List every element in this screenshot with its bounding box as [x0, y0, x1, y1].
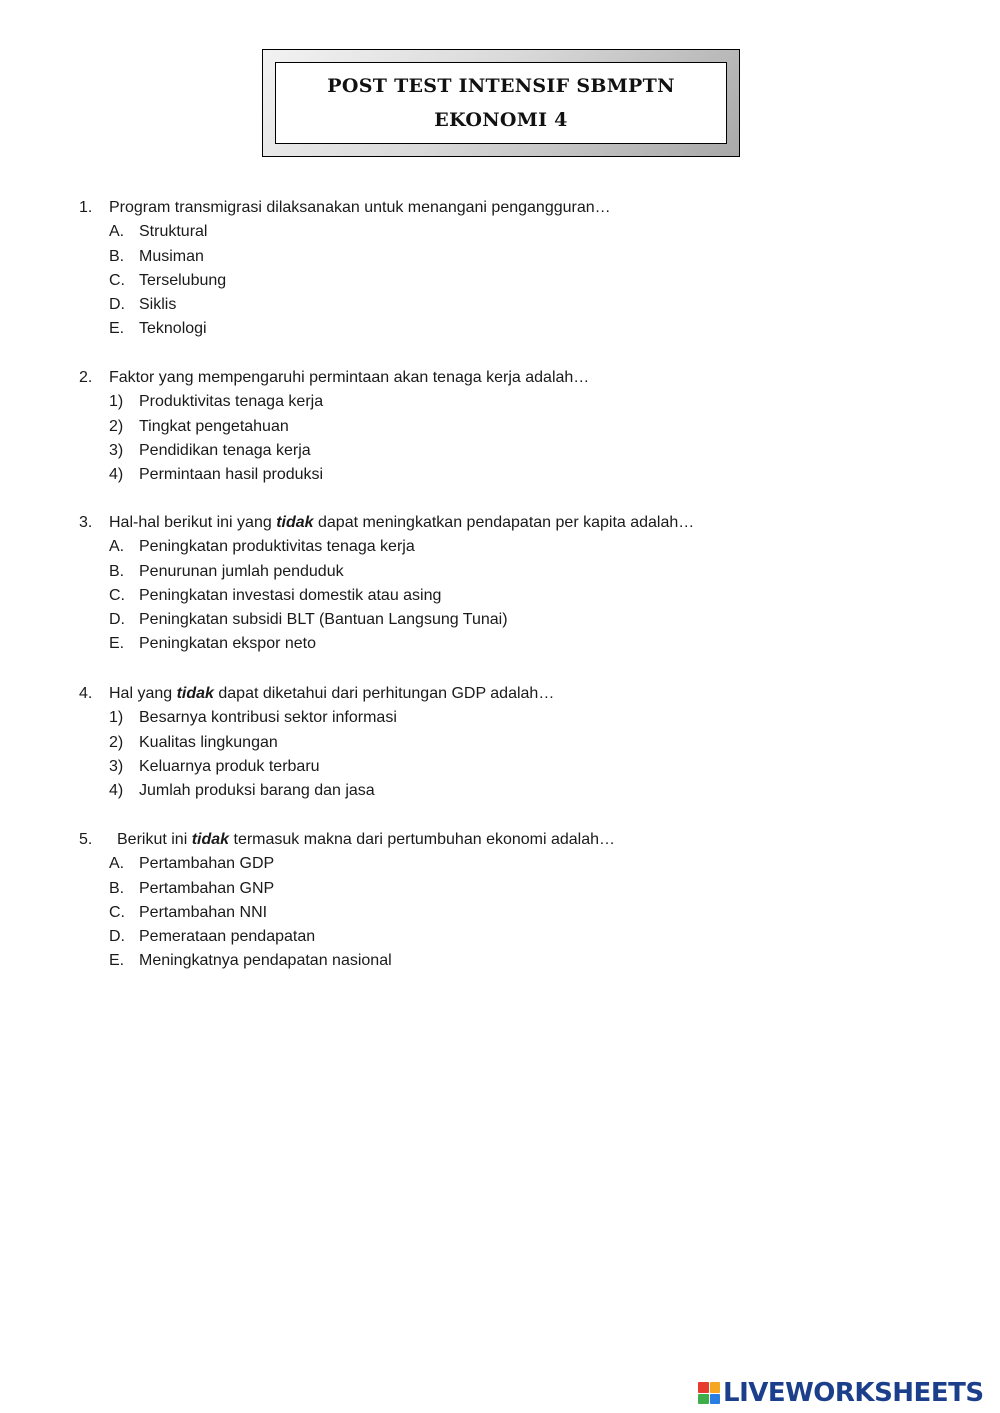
option-text: Peningkatan produktivitas tenaga kerja [139, 538, 415, 556]
option[interactable] [79, 632, 959, 656]
option-text: Pemerataan pendapatan [139, 928, 316, 946]
option[interactable] [79, 901, 959, 925]
option-label: B. [109, 247, 125, 265]
option-label: B. [109, 879, 125, 897]
logo-square-blue [710, 1394, 721, 1405]
liveworksheets-logo-icon [698, 1382, 720, 1404]
option[interactable] [79, 925, 959, 949]
option[interactable] [79, 390, 959, 414]
option-label: 4) [109, 782, 124, 800]
question-stem [79, 196, 959, 220]
option-label: 2) [109, 417, 124, 435]
question-stem [79, 511, 959, 535]
option-text: Musiman [139, 247, 204, 265]
option-label: C. [109, 271, 125, 289]
option-text: Peningkatan ekspor neto [139, 635, 317, 653]
option[interactable] [79, 439, 959, 463]
question-4 [79, 682, 959, 803]
option[interactable] [79, 608, 959, 632]
emphasis-word: tidak [191, 831, 230, 848]
option[interactable] [79, 293, 959, 317]
option-text: Besarnya kontribusi sektor informasi [139, 709, 397, 727]
question-1 [79, 196, 959, 342]
question-text: Hal-hal berikut ini yang tidak dapat meningkatkan pendapatan per kapita adalah… [109, 514, 695, 531]
question-3 [79, 511, 959, 657]
option-label: 3) [109, 441, 124, 459]
option-label: A. [109, 538, 125, 556]
question-5 [79, 828, 959, 974]
option-label: 1) [109, 393, 124, 411]
option-text: Peningkatan subsidi BLT (Bantuan Langsung Tunai) [139, 611, 508, 629]
option-label: E. [109, 952, 125, 970]
title-inner-box [275, 62, 727, 144]
option-label: A. [109, 855, 125, 873]
logo-square-green [698, 1394, 709, 1405]
emphasis-word: tidak [276, 514, 314, 531]
question-number: 1. [79, 199, 93, 216]
option-text: Pendidikan tenaga kerja [139, 441, 311, 459]
option-label: A. [109, 223, 125, 241]
option-text: Kualitas lingkungan [139, 733, 278, 751]
option[interactable] [79, 269, 959, 293]
option[interactable] [79, 317, 959, 341]
option[interactable] [79, 560, 959, 584]
option[interactable] [79, 584, 959, 608]
watermark-text: LIVEWORKSHEETS [723, 1378, 984, 1408]
option-label: 3) [109, 757, 124, 775]
question-text: Hal yang tidak dapat diketahui dari perhitungan GDP adalah… [109, 685, 555, 702]
question-text: Faktor yang mempengaruhi permintaan akan tenaga kerja adalah… [109, 369, 590, 386]
option-label: B. [109, 562, 125, 580]
option-text: Jumlah produksi barang dan jasa [139, 782, 375, 800]
question-number: 4. [79, 685, 93, 702]
option-text: Tingkat pengetahuan [139, 417, 289, 435]
title-box [262, 49, 740, 157]
option-text: Pertambahan GDP [139, 855, 275, 873]
option-label: C. [109, 903, 125, 921]
option-label: D. [109, 928, 125, 946]
option[interactable] [79, 877, 959, 901]
option-text: Teknologi [139, 320, 207, 338]
subject-title: EKONOMI 4 [434, 109, 568, 131]
question-number: 2. [79, 369, 93, 386]
option-label: 1) [109, 709, 124, 727]
option-label: 4) [109, 466, 124, 484]
option[interactable] [79, 779, 959, 803]
option-text: Penurunan jumlah penduduk [139, 562, 344, 580]
option[interactable] [79, 245, 959, 269]
option[interactable] [79, 755, 959, 779]
option-text: Peningkatan investasi domestik atau asing [139, 586, 442, 604]
option-text: Produktivitas tenaga kerja [139, 393, 324, 411]
option-text: Pertambahan GNP [139, 879, 275, 897]
logo-square-red [698, 1382, 709, 1393]
question-stem [79, 828, 959, 852]
liveworksheets-watermark [698, 1378, 984, 1408]
option-label: D. [109, 611, 125, 629]
question-text: Berikut ini tidak termasuk makna dari pertumbuhan ekonomi adalah… [117, 831, 616, 848]
option[interactable] [79, 463, 959, 487]
option[interactable] [79, 706, 959, 730]
question-text: Program transmigrasi dilaksanakan untuk menangani pengangguran… [109, 199, 611, 216]
option[interactable] [79, 852, 959, 876]
question-stem [79, 682, 959, 706]
option-text: Permintaan hasil produksi [139, 466, 324, 484]
emphasis-word: tidak [176, 685, 214, 702]
option[interactable] [79, 535, 959, 559]
option-label: C. [109, 586, 125, 604]
option[interactable] [79, 731, 959, 755]
question-number: 5. [79, 831, 93, 848]
option-text: Struktural [139, 223, 208, 241]
question-2 [79, 366, 959, 487]
option-text: Pertambahan NNI [139, 903, 268, 921]
option[interactable] [79, 949, 959, 973]
question-stem [79, 366, 959, 390]
option[interactable] [79, 415, 959, 439]
option-label: 2) [109, 733, 124, 751]
logo-square-orange [710, 1382, 721, 1393]
option-label: E. [109, 320, 125, 338]
option-label: E. [109, 635, 125, 653]
option-label: D. [109, 296, 125, 314]
test-title: POST TEST INTENSIF SBMPTN [327, 75, 675, 97]
option-text: Keluarnya produk terbaru [139, 757, 320, 775]
option-text: Meningkatnya pendapatan nasional [139, 952, 392, 970]
question-number: 3. [79, 514, 93, 531]
option[interactable] [79, 220, 959, 244]
option-text: Siklis [139, 296, 177, 314]
option-text: Terselubung [139, 271, 227, 289]
